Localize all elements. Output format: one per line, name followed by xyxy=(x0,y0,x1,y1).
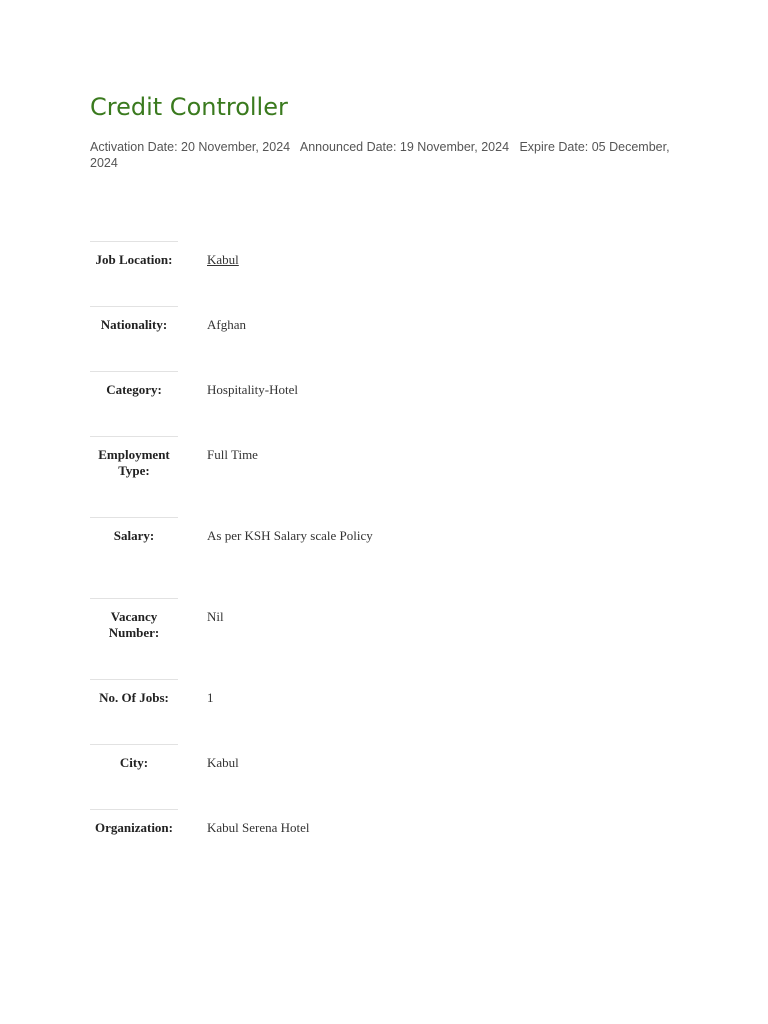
detail-label: No. Of Jobs: xyxy=(90,680,178,745)
job-details-table xyxy=(90,241,390,874)
detail-label: Organization: xyxy=(90,810,178,875)
activation-date: Activation Date: 20 November, 2024 xyxy=(90,140,291,154)
detail-value: Full Time xyxy=(207,446,258,462)
detail-label: City: xyxy=(90,745,178,810)
detail-row-category xyxy=(90,372,390,437)
detail-value: Kabul Serena Hotel xyxy=(207,819,310,835)
announced-date: Announced Date: 19 November, 2024 xyxy=(299,140,510,154)
detail-row-employment-type xyxy=(90,437,390,518)
detail-label: Employment Type: xyxy=(90,437,178,518)
job-title: Credit Controller xyxy=(90,93,288,121)
job-dates xyxy=(90,139,690,171)
detail-label: Category: xyxy=(90,372,178,437)
detail-value: Afghan xyxy=(207,316,246,332)
detail-value: 1 xyxy=(207,689,214,705)
detail-row-vacancy-number xyxy=(90,599,390,680)
job-location-link[interactable]: Kabul xyxy=(207,251,239,267)
detail-row-no-of-jobs xyxy=(90,680,390,745)
detail-row-job-location xyxy=(90,242,390,307)
detail-value: Hospitality-Hotel xyxy=(207,381,298,397)
expire-date: Expire Date: 05 December, 2024 xyxy=(90,140,670,170)
detail-label: Job Location: xyxy=(90,242,178,307)
detail-row-nationality xyxy=(90,307,390,372)
detail-value: Nil xyxy=(207,608,224,624)
detail-row-city xyxy=(90,745,390,810)
detail-row-salary xyxy=(90,518,390,599)
detail-value: As per KSH Salary scale Policy xyxy=(207,527,373,543)
detail-value: Kabul xyxy=(207,754,239,770)
detail-label: Salary: xyxy=(90,518,178,599)
detail-label: Nationality: xyxy=(90,307,178,372)
detail-label: Vacancy Number: xyxy=(90,599,178,680)
detail-row-organization xyxy=(90,810,390,875)
